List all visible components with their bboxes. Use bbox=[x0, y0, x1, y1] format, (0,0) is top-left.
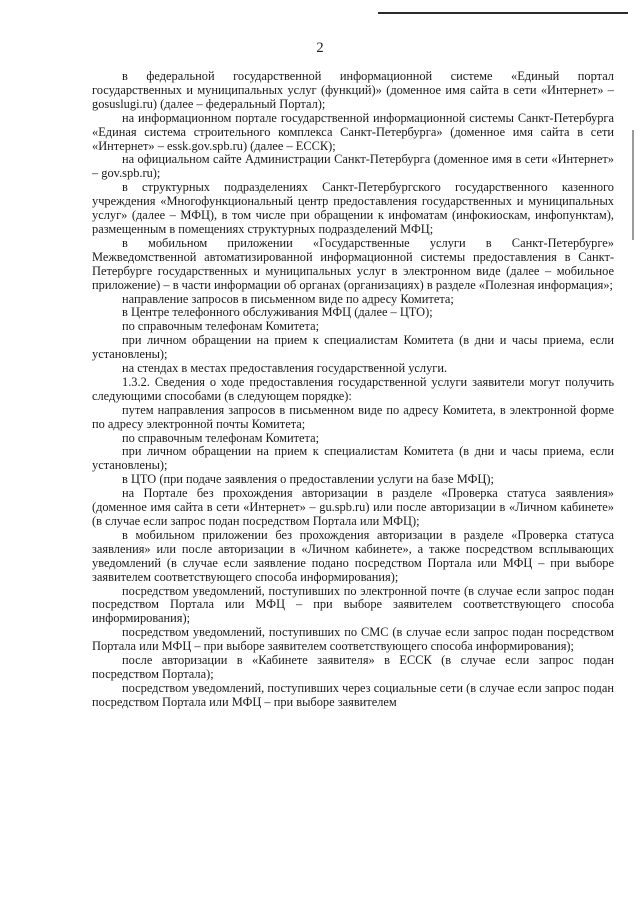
paragraph-call-center: в Центре телефонного обслуживания МФЦ (далее – ЦТО); bbox=[122, 305, 433, 320]
document-body bbox=[92, 70, 614, 710]
paragraph-requests-email: путем направления запросов в письменном виде по адресу Комитета, в электронной форме по адресу электронной почты Комитета; bbox=[92, 402, 614, 431]
paragraph-sms-notifications: посредством уведомлений, поступивших по СМС (в случае если запрос подан посредством Портала или МФЦ – при выборе заявителем соответствующего способа информирования); bbox=[92, 625, 614, 654]
paragraph-portal-status: на Портале без прохождения авторизации в разделе «Проверка статуса заявления» (доменное имя сайта в сети «Интернет» – gu.spb.ru) или после авторизации в «Личном кабинете» (в случае если запрос подан посредством Портала или МФЦ); bbox=[92, 486, 614, 528]
paragraph-stands: на стендах в местах предоставления государственной услуги. bbox=[122, 361, 448, 376]
paragraph-personal-visit: при личном обращении на прием к специалистам Комитета (в дни и часы приема, если установлены); bbox=[92, 333, 614, 362]
paragraph-mobile-app: в мобильном приложении «Государственные услуги в Санкт-Петербурге» Межведомственной автоматизированной информационной системы предоставления в Санкт-Петербурге государственных и муниципальных услуг в электронном виде (далее – мобильное приложение) – в части информации об органах (организациях) в разделе «Полезная информация»; bbox=[92, 235, 614, 292]
paragraph-phones: по справочным телефонам Комитета; bbox=[122, 319, 320, 334]
paragraph-personal-visit-2: при личном обращении на прием к специалистам Комитета (в дни и часы приема, если установлены); bbox=[92, 444, 614, 473]
paragraph-section-1-3-2: 1.3.2. Сведения о ходе предоставления государственной услуги заявители могут получить следующими способами (в следующем порядке): bbox=[92, 374, 614, 403]
scan-artifact-top-line bbox=[378, 12, 628, 14]
paragraph-federal-portal: в федеральной государственной информационной системе «Единый портал государственных и муниципальных услуг (функций)» (доменное имя сайта в сети «Интернет» – gosuslugi.ru) (далее – федеральный Портал); bbox=[92, 69, 614, 111]
paragraph-email-notifications: посредством уведомлений, поступивших по электронной почте (в случае если запрос подан посредством Портала или МФЦ – при выборе заявителем соответствующего способа информирования); bbox=[92, 583, 614, 626]
paragraph-applicant-cabinet: после авторизации в «Кабинете заявителя» в ЕССК (в случае если запрос подан посредством Портала); bbox=[92, 653, 614, 681]
scan-artifact-right-edge bbox=[632, 130, 634, 240]
paragraph-phones-2: по справочным телефонам Комитета; bbox=[122, 430, 320, 445]
paragraph-essk-portal: на информационном портале государственной информационной системы Санкт-Петербурга «Единая система строительного комплекса Санкт-Петербурга» (доменное имя сайта в сети «Интернет» – essk.gov.spb.ru) (далее – ЕССК); bbox=[92, 110, 614, 153]
paragraph-mobile-status: в мобильном приложении без прохождения авторизации в разделе «Проверка статуса заявления» или после авторизации в «Личном кабинете», а также посредством всплывающих уведомлений (в случае если заявление подано посредством Портала или МФЦ – при выборе заявителем соответствующего способа информирования); bbox=[92, 527, 614, 584]
page-number: 2 bbox=[316, 40, 324, 56]
paragraph-cto: в ЦТО (при подаче заявления о предоставлении услуги на базе МФЦ); bbox=[122, 472, 494, 487]
paragraph-mfc: в структурных подразделениях Санкт-Петербургского государственного казенного учреждения «Многофункциональный центр предоставления государственных и муниципальных услуг» (далее – МФЦ), в том числе при обращении к инфоматам (инфокиоскам, инфопунктам), размещенным в помещениях структурных подразделений МФЦ; bbox=[92, 180, 614, 236]
paragraph-official-site: на официальном сайте Администрации Санкт-Петербурга (доменное имя в сети «Интернет» – gov.spb.ru); bbox=[92, 152, 614, 181]
paragraph-social-networks: посредством уведомлений, поступивших через социальные сети (в случае если запрос подан посредством Портала или МФЦ – при выборе заявителем bbox=[92, 680, 614, 709]
paragraph-written-requests: направление запросов в письменном виде по адресу Комитета; bbox=[122, 291, 454, 306]
